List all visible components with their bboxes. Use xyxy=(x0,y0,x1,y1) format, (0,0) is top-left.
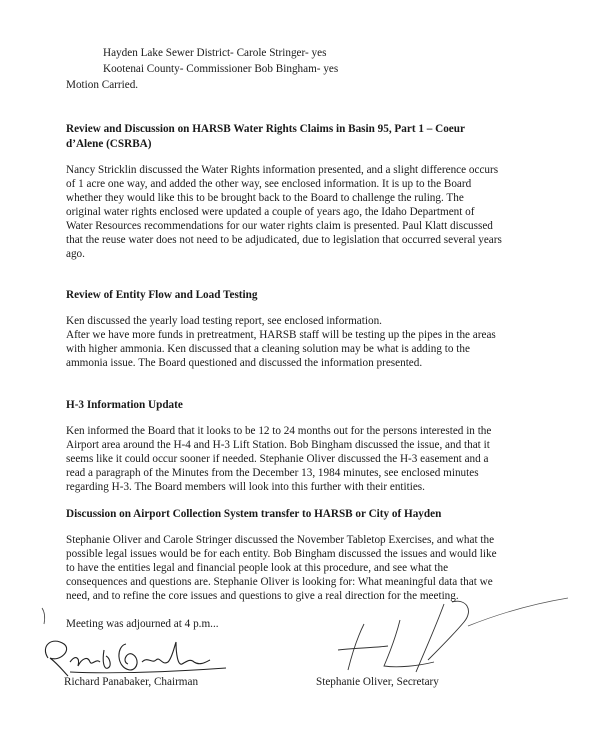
body-line: Water Resources recommendations for our water rights claim is presented. Paul Klatt discussed xyxy=(66,220,493,232)
body-line: Stephanie Oliver and Carole Stringer discussed the November Tabletop Exercises, and what the xyxy=(66,534,495,546)
body-line: Ken discussed the yearly load testing report, see enclosed information. xyxy=(66,315,382,327)
section-heading: Review and Discussion on HARSB Water Rights Claims in Basin 95, Part 1 – Coeur xyxy=(66,123,465,135)
body-line: Nancy Stricklin discussed the Water Rights information presented, and a slight difference occurs xyxy=(66,164,499,176)
body-line: Ken informed the Board that it looks to be 12 to 24 months out for the persons interested in the xyxy=(66,425,492,437)
chairman-name: Richard Panabaker, Chairman xyxy=(64,676,199,688)
body-line: regarding H-3. The Board members will look into this further with their entities. xyxy=(66,481,425,493)
body-line: ammonia issue. The Board questioned and discussed the information presented. xyxy=(66,357,423,369)
body-line: read a paragraph of the Minutes from the December 13, 1984 minutes, see enclosed minutes xyxy=(66,467,479,479)
body-line: that the reuse water does not need to be adjudicated, due to legislation that occurred several years xyxy=(66,234,502,246)
body-line: whether they would like this to be brought back to the Board to challenge the ruling. The xyxy=(66,192,464,204)
body-line: with higher ammonia. Ken discussed that a cleaning solution may be what is adding to the xyxy=(66,343,470,355)
body-line: need, and to refine the core issues and questions to give a real direction for the meeting. xyxy=(66,590,459,602)
body-line: possible legal issues would be for each entity. Bob Bingham discussed the issues and would like xyxy=(66,548,497,560)
vote-line: Kootenai County- Commissioner Bob Bingham- yes xyxy=(103,63,339,75)
body-line: consequences and questions are. Stephanie Oliver is looking for: What meaningful data that we xyxy=(66,576,493,588)
vote-line: Hayden Lake Sewer District- Carole Stringer- yes xyxy=(103,47,327,59)
section-heading: Discussion on Airport Collection System transfer to HARSB or City of Hayden xyxy=(66,508,442,520)
motion-result: Motion Carried. xyxy=(66,79,139,91)
section-heading: d’Alene (CSRBA) xyxy=(66,138,152,150)
body-line: ago. xyxy=(66,248,85,260)
body-line: seems like it could occur sooner if needed. Stephanie Oliver discussed the H-3 easement and a xyxy=(66,453,489,465)
section-heading: H-3 Information Update xyxy=(66,399,183,411)
body-line: original water rights enclosed were updated a couple of years ago, the Idaho Department of xyxy=(66,206,475,218)
body-line: After we have more funds in pretreatment, HARSB staff will be testing up the pipes in the areas xyxy=(66,329,496,341)
section-heading: Review of Entity Flow and Load Testing xyxy=(66,289,258,301)
body-line: to have the entities legal and financial people look at this procedure, and see what the xyxy=(66,562,449,574)
secretary-name: Stephanie Oliver, Secretary xyxy=(316,676,439,688)
body-line: Airport area around the H-4 and H-3 Lift Station. Bob Bingham discussed the issue, and that it xyxy=(66,439,490,451)
adjourned-line: Meeting was adjourned at 4 p.m... xyxy=(66,618,219,630)
secretary-signature xyxy=(318,596,578,686)
body-line: of 1 acre one way, and added the other way, see enclosed information. It is up to the Board xyxy=(66,178,472,190)
